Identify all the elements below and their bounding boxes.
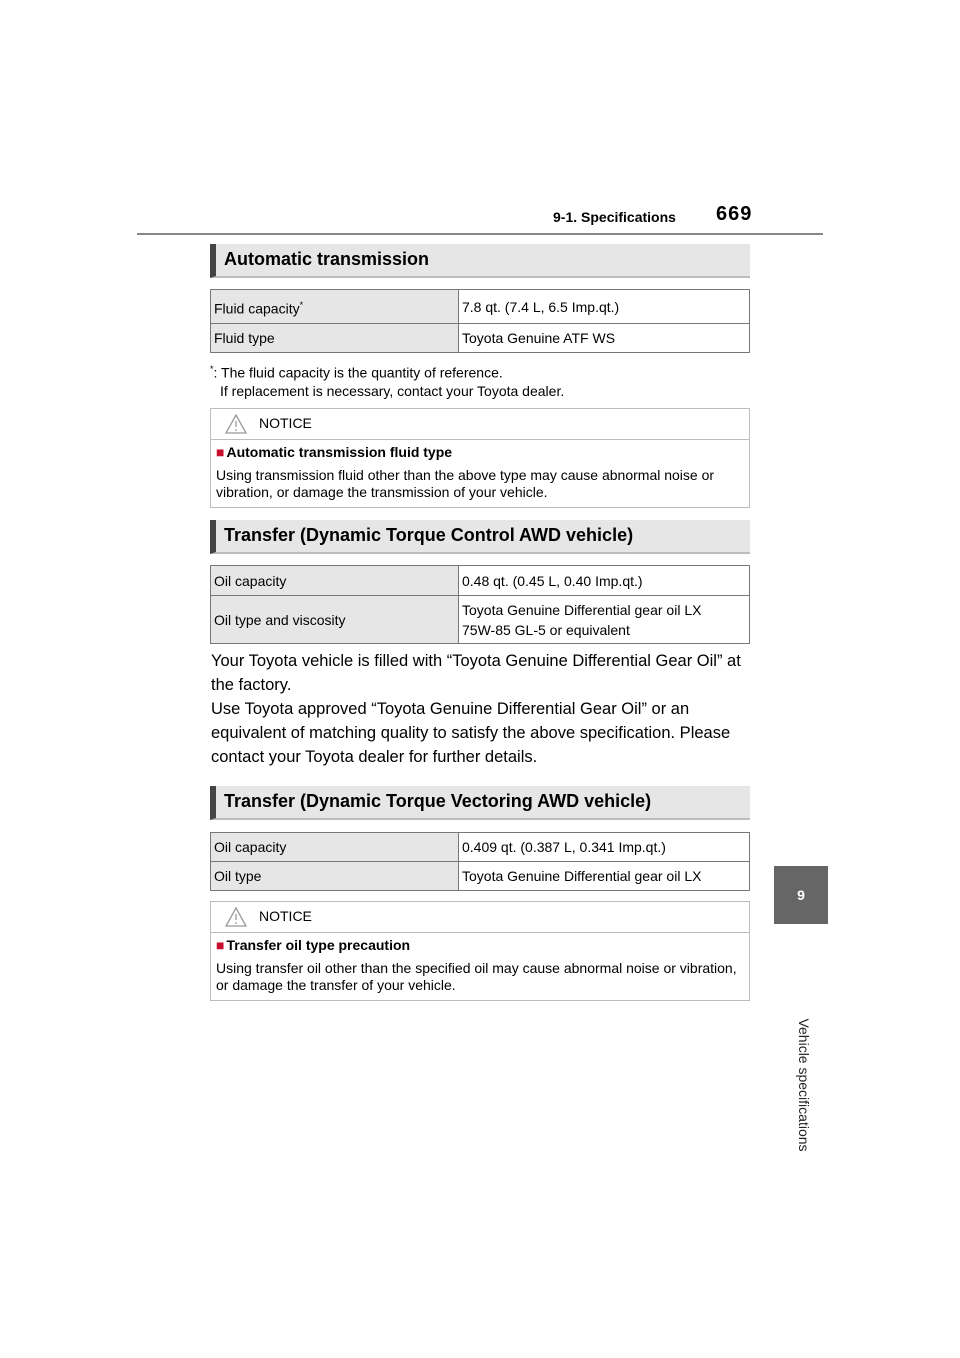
automatic-transmission-table [210,289,750,353]
section-heading-transfer-dtv [210,786,750,820]
table-value-cell: Toyota Genuine Differential gear oil LX [459,862,750,891]
section-heading-text: Automatic transmission [224,249,430,269]
table-value-cell: 0.409 qt. (0.387 L, 0.341 Imp.qt.) [459,833,750,862]
table-value-cell: Toyota Genuine ATF WS [459,324,750,353]
notice-box-transmission-fluid [210,408,750,508]
footnote-marker: * [299,299,304,310]
notice-header [211,902,749,933]
warning-triangle-icon [225,907,247,927]
paragraph-factory-fill: Your Toyota vehicle is filled with “Toyota Genuine Differential Gear Oil” at the factory. [211,652,741,694]
red-square-icon: ■ [216,937,225,953]
notice-title-text: Transfer oil type precaution [226,937,411,953]
notice-title [216,937,744,954]
warning-triangle-icon [225,414,247,434]
notice-text: Using transmission fluid other than the above type may cause abnormal noise or vibration, or damage the transmission of your vehicle. [216,467,715,500]
chapter-tab-label: Vehicle specifications [796,1018,812,1152]
notice-label: NOTICE [259,415,312,431]
table-row [211,290,750,324]
notice-body [211,933,749,1000]
chapter-tab-number[interactable]: 9 [774,866,828,924]
section-heading-text: Transfer (Dynamic Torque Vectoring AWD vehicle) [224,791,652,811]
red-square-icon: ■ [216,444,225,460]
table-key-cell [211,290,459,324]
footnote-line-1: : The fluid capacity is the quantity of reference. [213,364,503,381]
footnote-line-2: If replacement is necessary, contact your Toyota dealer. [220,382,565,399]
table-key-cell: Oil capacity [211,566,459,596]
notice-text: Using transfer oil other than the specified oil may cause abnormal noise or vibration, or damage the transfer of your vehicle. [216,960,737,993]
notice-title-text: Automatic transmission fluid type [226,444,453,460]
table-row [211,596,750,644]
notice-label: NOTICE [259,908,312,924]
table-key-cell: Oil type and viscosity [211,596,459,644]
header-divider [137,233,823,235]
notice-title [216,444,744,461]
value-line-2: 75W-85 GL-5 or equivalent [462,621,630,638]
footnote-mark: * [210,364,214,374]
value-line-1: Toyota Genuine Differential gear oil LX [462,601,702,618]
transfer-dtv-table [210,832,750,891]
section-heading-text: Transfer (Dynamic Torque Control AWD vehicle) [224,525,634,545]
notice-body [211,440,749,507]
page-number: 669 [716,203,753,225]
paragraph-approved-oil: Use Toyota approved “Toyota Genuine Differential Gear Oil” or an equivalent of matching quality to satisfy the above specification. Please contact your Toyota dealer for further details. [211,700,731,766]
table-row [211,566,750,596]
key-text: Fluid capacity [214,300,300,317]
table-row [211,862,750,891]
table-key-cell: Oil capacity [211,833,459,862]
table-value-cell: 0.48 qt. (0.45 L, 0.40 Imp.qt.) [459,566,750,596]
table-value-cell [459,596,750,644]
section-heading-transfer-dtc [210,520,750,554]
table-row [211,324,750,353]
section-heading-automatic-transmission [210,244,750,278]
footnote [210,360,564,400]
table-key-cell: Fluid type [211,324,459,353]
notice-box-transfer-oil [210,901,750,1001]
table-value-cell: 7.8 qt. (7.4 L, 6.5 Imp.qt.) [459,290,750,324]
table-key-cell: Oil type [211,862,459,891]
section-title: 9-1. Specifications [553,209,676,225]
table-row [211,833,750,862]
transfer-dtc-table [210,565,750,644]
notice-header [211,409,749,440]
